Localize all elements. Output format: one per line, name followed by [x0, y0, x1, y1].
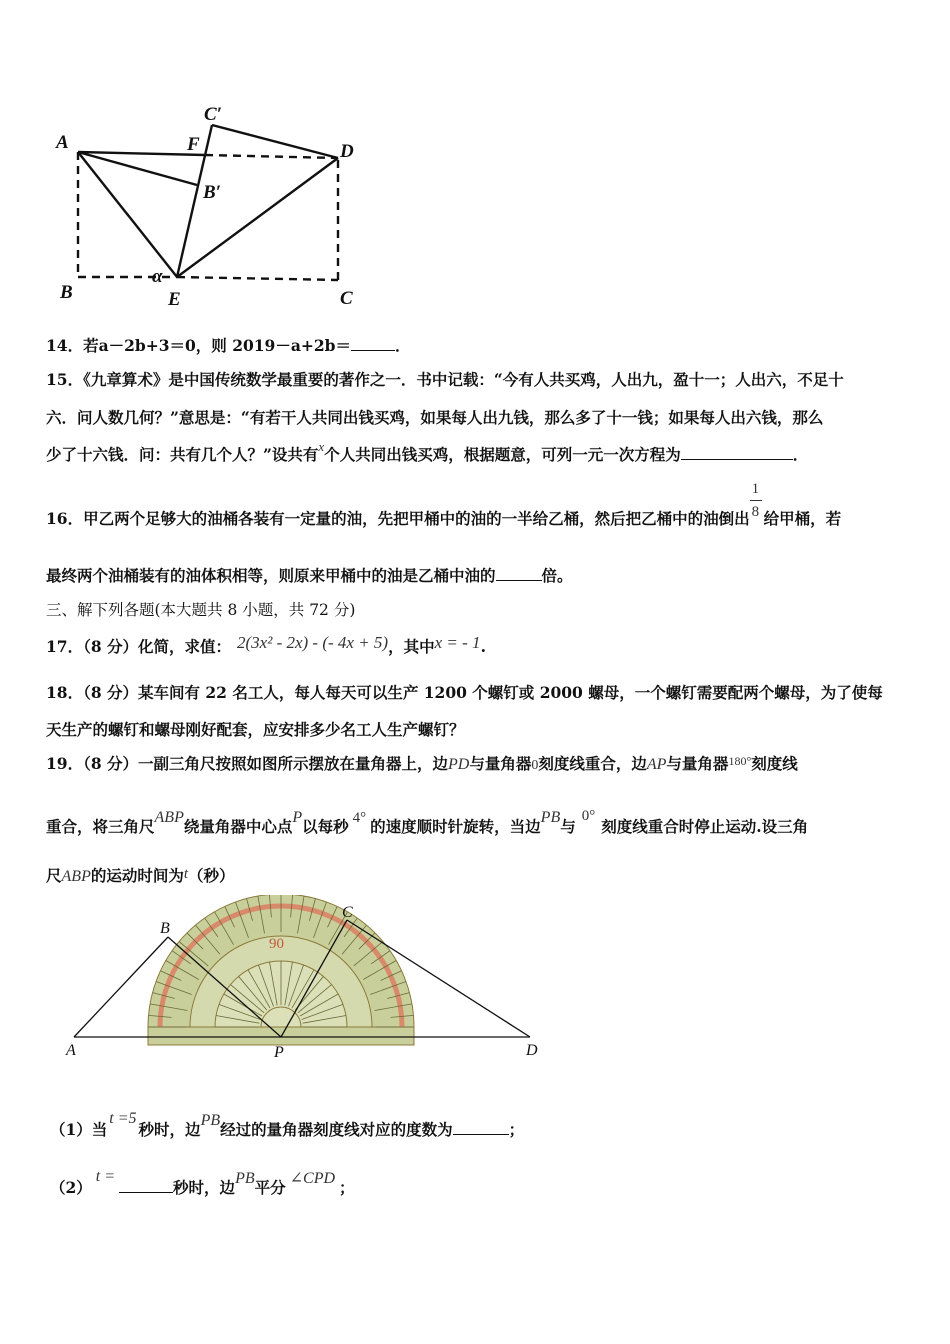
q14-answer-blank[interactable]: [351, 336, 395, 351]
q16-fraction: [750, 481, 764, 524]
edge-AE: [78, 152, 177, 277]
q16-answer-blank[interactable]: [496, 566, 542, 581]
label-D: D: [340, 141, 354, 162]
question-19-line-2: [46, 808, 809, 838]
sub1-PB: PB: [200, 1112, 221, 1129]
q19-AP: AP: [646, 756, 667, 773]
q19-l1-a: 19．（8 分）一副三角尺按照如图所示摆放在量角器上，边: [46, 754, 449, 773]
q19-l2-f: 刻度线重合时停止运动.设三角: [601, 817, 809, 836]
q16-line2-part-b: 倍。: [541, 566, 573, 585]
question-16-line-1: [46, 481, 842, 529]
q15-line3-part-a: 少了十六钱．问：共有几个人？”设共有: [46, 445, 319, 464]
question-14: [46, 336, 411, 356]
q16-fraction-numerator: 1: [751, 481, 760, 497]
sub2-c: 平分: [254, 1178, 286, 1197]
edge-EC-dashed: [177, 277, 338, 280]
q16-line2-part-a: 最终两个油桶装有的油体积相等，则原来甲桶中的油是乙桶中油的: [46, 566, 496, 585]
question-18-line-2: 天生产的螺钉和螺母刚好配套，应安排多少名工人生产螺钉？: [46, 720, 465, 739]
sub-question-2: [50, 1168, 355, 1199]
q19-PD: PD: [448, 756, 470, 773]
q19-l1-c: 刻度线重合，边: [538, 754, 647, 773]
label-F: F: [187, 134, 200, 155]
label-C: C: [340, 288, 353, 309]
sub2-angle-CPD: ∠CPD: [289, 1170, 336, 1187]
q15-line3-part-b: 个人共同出钱买鸡，根据题意，可列一元一次方程为: [324, 445, 681, 464]
q19-0-degrees: 0°: [581, 808, 596, 824]
q19-l2-e: 与: [560, 817, 576, 836]
label-E: E: [168, 289, 181, 310]
label-alpha: α: [152, 266, 163, 287]
geometry-figure-fold: [50, 100, 380, 315]
q19-ABP: ABP: [154, 809, 184, 826]
q19-180-degrees: 180°: [728, 754, 752, 768]
q16-fraction-denominator: 8: [751, 504, 760, 520]
question-15-line-3: [46, 439, 809, 466]
fig2-label-A: A: [66, 1042, 76, 1059]
edge-C-prime-D: [212, 125, 338, 158]
q16-fraction-bar: [750, 500, 762, 501]
fig2-label-C: C: [342, 904, 353, 921]
question-16-line-2: [46, 566, 573, 586]
q19-l2-d: 的速度顺时针旋转，当边: [370, 817, 541, 836]
q19-P: P: [292, 809, 303, 826]
edge-AB-prime: [78, 152, 197, 185]
question-19-line-1: [46, 754, 798, 776]
q19-zero: 0: [531, 758, 539, 773]
protractor-figure: [60, 895, 550, 1065]
protractor-90-mark: 90: [269, 936, 284, 952]
q19-l1-e: 刻度线: [751, 754, 798, 773]
sub2-a: （2）: [50, 1178, 92, 1197]
q19-l2-b: 绕量角器中心点: [183, 817, 293, 836]
q19-l2-a: 重合，将三角尺: [46, 817, 155, 836]
sub-question-1: [50, 1110, 525, 1141]
q16-line1-part-b: 给甲桶，若: [763, 509, 842, 528]
q17-prefix: 17．（8 分）化简，求值：: [46, 637, 232, 656]
q17-condition: x = - 1: [434, 633, 481, 652]
q16-line1-part-a: 16．甲乙两个足够大的油桶各装有一定量的油，先把甲桶中的油的一半给乙桶，然后把乙桶中的油倒出: [46, 509, 750, 528]
q17-mid: ，其中: [388, 637, 435, 656]
fig2-label-D: D: [526, 1042, 538, 1059]
question-19-line-3: [46, 866, 235, 887]
question-17: [46, 633, 486, 657]
sub1-t-equals-5: t =5: [109, 1110, 137, 1127]
protractor: [148, 895, 414, 1045]
q17-suffix: .: [480, 637, 486, 656]
q15-answer-blank[interactable]: [681, 445, 793, 460]
q19-PB: PB: [540, 809, 561, 826]
section-3-heading: 三、解下列各题(本大题共 8 小题，共 72 分): [46, 601, 356, 619]
sub1-d: ；: [508, 1120, 525, 1139]
label-A: A: [56, 132, 69, 153]
edge-FD-dashed: [205, 155, 338, 158]
sub1-b: 秒时，边: [138, 1120, 201, 1139]
edge-AF: [78, 152, 205, 155]
sub2-answer-blank[interactable]: [119, 1178, 173, 1193]
question-15-line-2: 六．问人数几何？”意思是：“有若干人共同出钱买鸡，如果每人出九钱，那么多了十一钱；如果每人出六钱，那么: [46, 408, 824, 427]
q19-t: t: [183, 866, 189, 882]
sub1-answer-blank[interactable]: [453, 1120, 509, 1135]
q19-l3-c: （秒）: [188, 866, 235, 885]
q14-expression: a－2b+3＝0，则 2019－a+2b＝: [98, 336, 351, 355]
q15-var-x: x: [318, 439, 325, 454]
sub1-a: （1）当: [50, 1120, 108, 1139]
label-B-prime: B′: [203, 182, 222, 203]
q14-prefix: 14．若: [46, 336, 99, 355]
sub2-PB: PB: [235, 1170, 255, 1187]
q19-l3-b: 的运动时间为: [90, 866, 184, 885]
label-B: B: [60, 282, 73, 303]
q17-expression: 2(3x² - 2x) - (- 4x + 5): [237, 633, 389, 652]
sub2-d: ；: [339, 1178, 355, 1197]
fig2-label-P: P: [274, 1044, 284, 1061]
q19-l1-d: 与量角器: [666, 754, 729, 773]
fig2-label-B: B: [160, 920, 170, 937]
q14-suffix: ．: [395, 336, 411, 355]
question-15-line-1: 15．《九章算术》是中国传统数学最重要的著作之一．书中记载：“今有人共买鸡，人出九，盈十一；人出六，不足十: [46, 370, 844, 389]
q19-4-degrees: 4°: [352, 810, 367, 826]
sub1-c: 经过的量角器刻度线对应的度数为: [220, 1120, 453, 1139]
label-C-prime: C′: [204, 104, 223, 125]
sub2-b: 秒时，边: [173, 1178, 236, 1197]
sub2-t-equals: t =: [95, 1168, 116, 1185]
q15-line3-end: ．: [792, 445, 809, 464]
question-18-line-1: 18．（8 分）某车间有 22 名工人，每人每天可以生产 1200 个螺钉或 2000 螺母，一个螺钉需要配两个螺母，为了使每: [46, 683, 883, 702]
q19-ABP-2: ABP: [61, 868, 91, 885]
q19-l1-b: 与量角器: [469, 754, 532, 773]
q19-l2-c: 以每秒: [302, 817, 349, 836]
q19-l3-a: 尺: [46, 866, 62, 885]
